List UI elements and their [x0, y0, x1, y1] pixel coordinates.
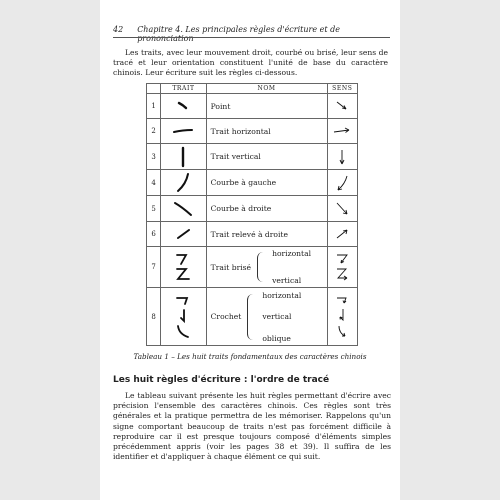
bent-variants [272, 249, 311, 285]
stroke-name: Trait relevé à droite [206, 222, 327, 247]
variant-label: vertical [272, 276, 302, 285]
brace [257, 252, 266, 282]
row-number: 2 [147, 119, 161, 144]
stroke-name: Point [206, 94, 327, 119]
row-number: 7 [147, 247, 161, 288]
direction-arrow-icon [327, 247, 357, 288]
table-row [147, 247, 358, 288]
row-number: 1 [147, 94, 161, 119]
header-trait: TRAIT [161, 84, 206, 94]
table-caption: Tableau 1 – Les huit traits fondamentaux des caractères chinois [133, 352, 367, 361]
book-page [100, 0, 400, 500]
table-row [147, 119, 358, 144]
bent-stroke-cell [206, 247, 327, 288]
row-number: 4 [147, 170, 161, 196]
row-number: 6 [147, 222, 161, 247]
variant-label: oblique [262, 333, 291, 343]
direction-arrow-icon [327, 170, 357, 196]
stroke-right-curve-glyph [161, 196, 206, 222]
strokes-table [146, 83, 358, 346]
stroke-bent-glyph [161, 247, 206, 288]
table-row [147, 144, 358, 170]
hook-stroke-cell [206, 288, 327, 346]
stroke-name: Courbe à droite [206, 196, 327, 222]
stroke-name: Trait horizontal [206, 119, 327, 144]
table-row [147, 94, 358, 119]
hook-variants [262, 291, 301, 343]
table-row [147, 222, 358, 247]
stroke-left-curve-glyph [161, 170, 206, 196]
stroke-name: Trait brisé [210, 262, 252, 272]
variant-label: horizontal [272, 249, 312, 258]
page-number: 42 [113, 25, 124, 34]
header-num [147, 84, 161, 94]
row-number: 8 [147, 288, 161, 346]
header-nom: NOM [206, 84, 327, 94]
variant-label: horizontal [262, 290, 302, 300]
table-row [147, 288, 358, 346]
table-row [147, 170, 358, 196]
direction-arrow-icon [327, 94, 357, 119]
table-header-row [147, 84, 358, 94]
body-paragraph: Le tableau suivant présente les huit règles permettant d'écrire avec précision l'ensemble des caractères chinois. Ces règles sont très générales et la pratique permettra de les mémoriser. Rappelons qu'un signe comportant beaucoup de traits n'est pas forcément difficile à reproduire car il est presque toujours composé d'éléments simples précédemment appris (voir les pages 38 et 39). Il suffira de les identifier et d'appliquer à chaque élément ce qui suit. [113, 391, 391, 462]
direction-arrow-icon [327, 144, 357, 170]
brace [247, 294, 256, 340]
row-number: 3 [147, 144, 161, 170]
stroke-name: Crochet [210, 312, 242, 321]
stroke-name: Trait vertical [206, 144, 327, 170]
row-number: 5 [147, 196, 161, 222]
stroke-vertical-glyph [161, 144, 206, 170]
stroke-horizontal-glyph [161, 119, 206, 144]
direction-arrow-icon [327, 119, 357, 144]
table-row [147, 196, 358, 222]
running-header [113, 25, 390, 43]
direction-arrow-icon [327, 222, 357, 247]
stroke-rising-glyph [161, 222, 206, 247]
chapter-title: Chapitre 4. Les principales règles d'écriture et de prononciation [137, 25, 340, 43]
header-sens: SENS [327, 84, 357, 94]
section-title: Les huit règles d'écriture : l'ordre de tracé [113, 375, 330, 385]
direction-arrow-icon [327, 288, 357, 346]
hook-stroke-group [211, 291, 327, 343]
intro-paragraph: Les traits, avec leur mouvement droit, courbé ou brisé, leur sens de tracé et leur orientation constituent l'unité de base du caractère chinois. Leur écriture suit les règles ci-dessous. [113, 48, 388, 78]
bent-stroke-group [211, 249, 327, 285]
stroke-dot-glyph [161, 94, 206, 119]
stroke-name: Courbe à gauche [206, 170, 327, 196]
header-rule [113, 37, 390, 38]
direction-arrow-icon [327, 196, 357, 222]
stroke-hook-glyph [161, 288, 206, 346]
variant-label: vertical [262, 312, 292, 321]
